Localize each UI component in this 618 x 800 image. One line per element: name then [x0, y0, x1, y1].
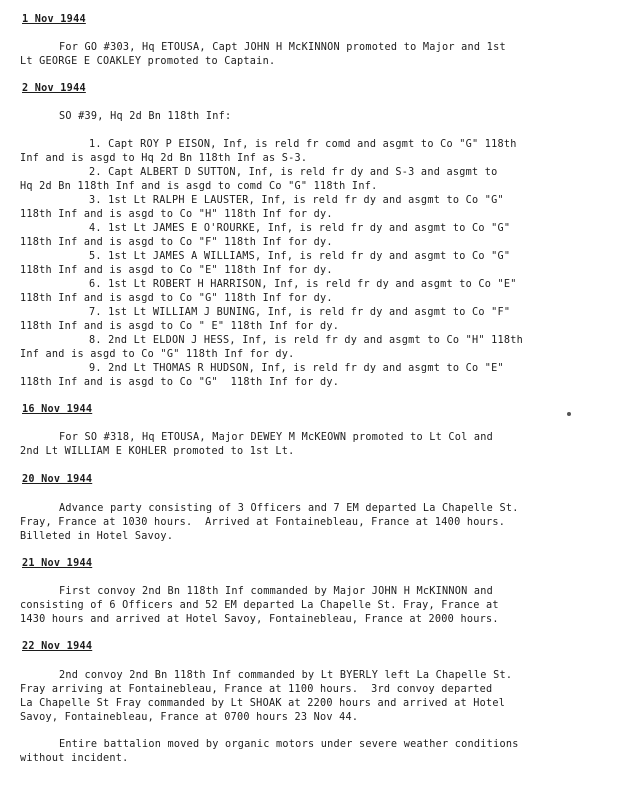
order-item-line: 8. 2nd Lt ELDON J HESS, Inf, is reld fr dy and asgmt to Co "H" 118th: [89, 335, 524, 346]
paragraph-line: La Chapelle St Fray commanded by Lt SHOAK at 2200 hours and arrived at Hotel: [20, 698, 506, 709]
paragraph-line: For SO #318, Hq ETOUSA, Major DEWEY M McKEOWN promoted to Lt Col and: [59, 432, 494, 443]
paragraph-line: Lt GEORGE E COAKLEY promoted to Captain.: [20, 56, 276, 67]
order-item-line: 118th Inf and is asgd to Co "G" 118th Inf for dy.: [20, 293, 333, 304]
order-item-line: 118th Inf and is asgd to Co "F" 118th Inf for dy.: [20, 237, 333, 248]
entry-date: 21 Nov 1944: [22, 558, 93, 569]
paragraph-line: Billeted in Hotel Savoy.: [20, 531, 174, 542]
special-order-intro: SO #39, Hq 2d Bn 118th Inf:: [59, 111, 232, 122]
paragraph-line: 1430 hours and arrived at Hotel Savoy, Fontainebleau, France at 2000 hours.: [20, 614, 499, 625]
order-item-line: 118th Inf and is asgd to Co "G" 118th Inf for dy.: [20, 377, 340, 388]
entry-date: 16 Nov 1944: [22, 404, 93, 415]
order-item-line: 9. 2nd Lt THOMAS R HUDSON, Inf, is reld fr dy and asgmt to Co "E": [89, 363, 504, 374]
order-item-line: 3. 1st Lt RALPH E LAUSTER, Inf, is reld fr dy and asgmt to Co "G": [89, 195, 504, 206]
paragraph-line: First convoy 2nd Bn 118th Inf commanded by Major JOHN H McKINNON and: [59, 586, 494, 597]
paragraph-line: without incident.: [20, 753, 129, 764]
entry-date: 20 Nov 1944: [22, 474, 93, 485]
paragraph-line: Advance party consisting of 3 Officers and 7 EM departed La Chapelle St.: [59, 503, 519, 514]
paragraph-line: Fray arriving at Fontainebleau, France at 1100 hours. 3rd convoy departed: [20, 684, 493, 695]
order-item-line: 6. 1st Lt ROBERT H HARRISON, Inf, is reld fr dy and asgmt to Co "E": [89, 279, 517, 290]
order-item-line: 2. Capt ALBERT D SUTTON, Inf, is reld fr dy and S-3 and asgmt to: [89, 167, 498, 178]
paragraph-line: Fray, France at 1030 hours. Arrived at Fontainebleau, France at 1400 hours.: [20, 517, 506, 528]
ink-speck: [567, 412, 571, 416]
order-item-line: Hq 2d Bn 118th Inf and is asgd to comd Co "G" 118th Inf.: [20, 181, 378, 192]
order-item-line: 118th Inf and is asgd to Co " E" 118th Inf for dy.: [20, 321, 340, 332]
order-item-line: Inf and is asgd to Co "G" 118th Inf for dy.: [20, 349, 295, 360]
entry-date: 2 Nov 1944: [22, 83, 86, 94]
paragraph-line: Savoy, Fontainebleau, France at 0700 hours 23 Nov 44.: [20, 712, 359, 723]
paragraph-line: Entire battalion moved by organic motors under severe weather conditions: [59, 739, 519, 750]
entry-date: 1 Nov 1944: [22, 14, 86, 25]
order-item-line: 1. Capt ROY P EISON, Inf, is reld fr comd and asgmt to Co "G" 118th: [89, 139, 517, 150]
order-item-line: Inf and is asgd to Hq 2d Bn 118th Inf as S-3.: [20, 153, 308, 164]
order-item-line: 4. 1st Lt JAMES E O'ROURKE, Inf, is reld fr dy and asgmt to Co "G": [89, 223, 511, 234]
order-item-line: 118th Inf and is asgd to Co "E" 118th Inf for dy.: [20, 265, 333, 276]
order-item-line: 7. 1st Lt WILLIAM J BUNING, Inf, is reld fr dy and asgmt to Co "F": [89, 307, 511, 318]
paragraph-line: consisting of 6 Officers and 52 EM departed La Chapelle St. Fray, France at: [20, 600, 499, 611]
entry-date: 22 Nov 1944: [22, 641, 93, 652]
paragraph-line: For GO #303, Hq ETOUSA, Capt JOHN H McKINNON promoted to Major and 1st: [59, 42, 506, 53]
order-item-line: 5. 1st Lt JAMES A WILLIAMS, Inf, is reld fr dy and asgmt to Co "G": [89, 251, 511, 262]
order-item-line: 118th Inf and is asgd to Co "H" 118th Inf for dy.: [20, 209, 333, 220]
paragraph-line: 2nd convoy 2nd Bn 118th Inf commanded by Lt BYERLY left La Chapelle St.: [59, 670, 513, 681]
paragraph-line: 2nd Lt WILLIAM E KOHLER promoted to 1st Lt.: [20, 446, 295, 457]
